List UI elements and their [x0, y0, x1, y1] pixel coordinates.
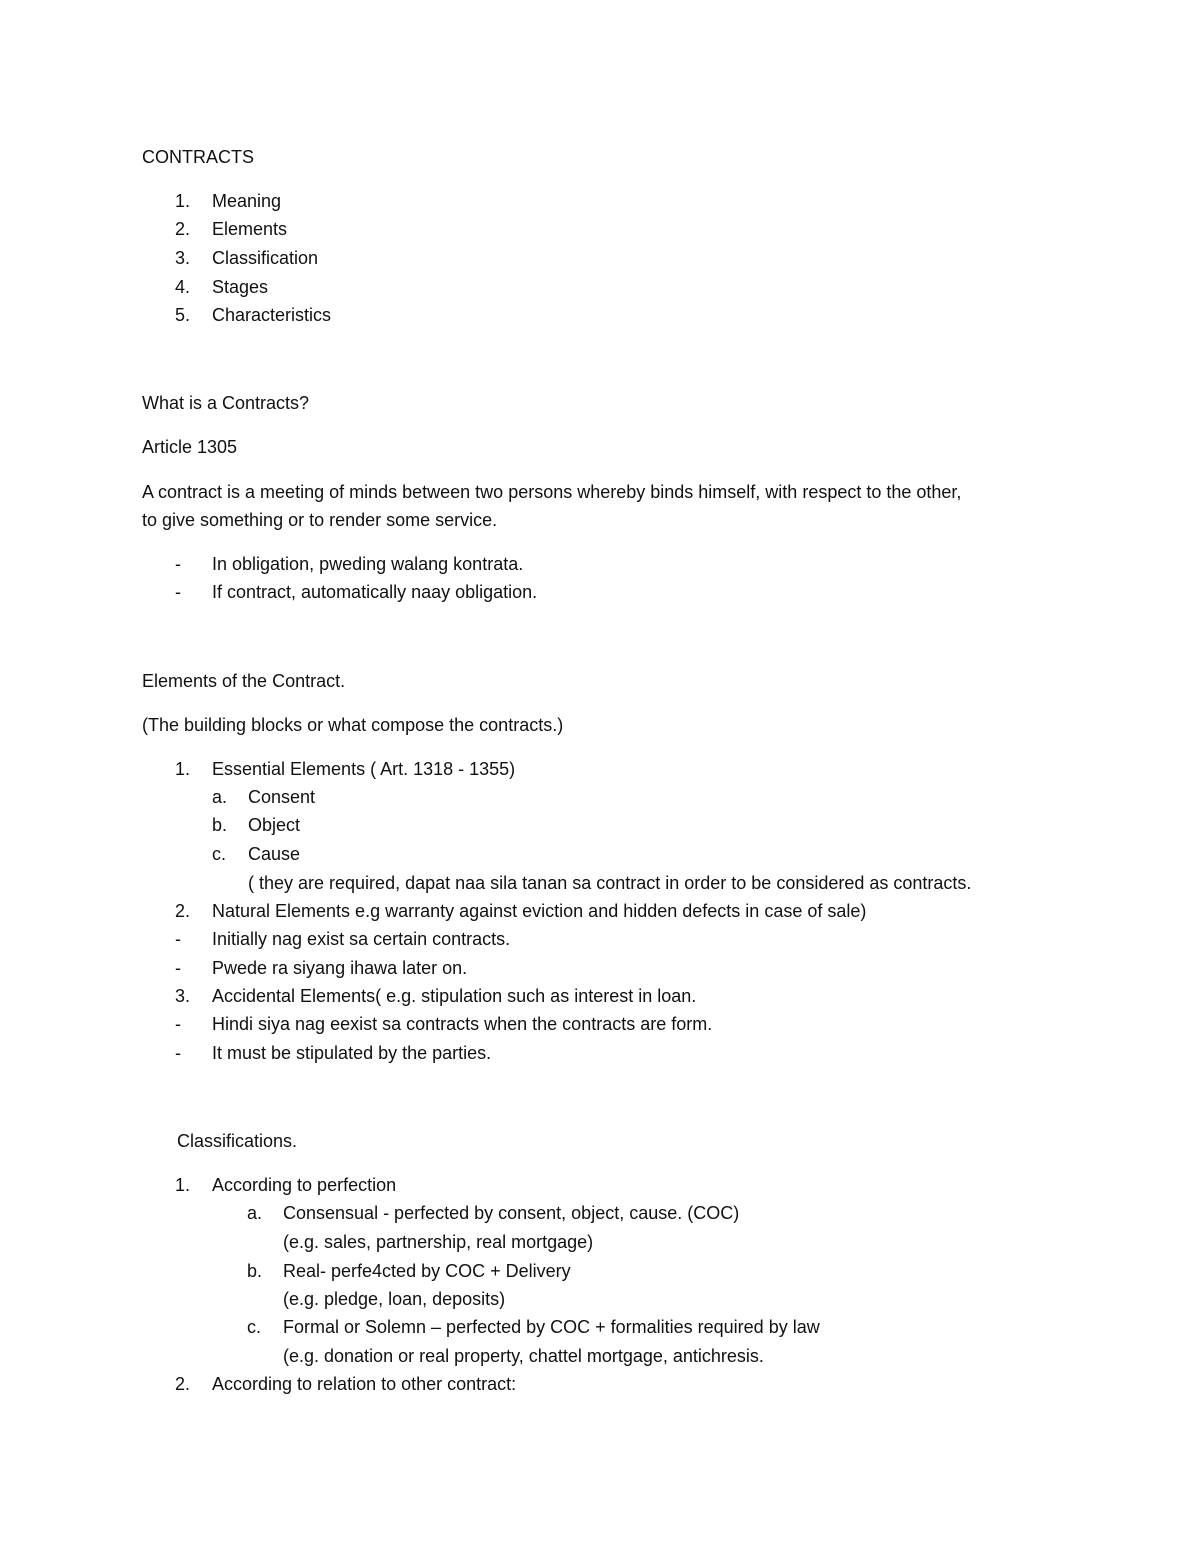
definition-line: A contract is a meeting of minds between two persons whereby binds himself, with respect to the other, — [142, 482, 962, 502]
list-marker: a. — [212, 787, 228, 807]
definition-line: to give something or to render some service. — [142, 510, 498, 530]
list-item-example: (e.g. sales, partnership, real mortgage) — [283, 1232, 594, 1252]
list-item: Initially nag exist sa certain contracts. — [212, 929, 511, 949]
list-marker: 2. — [175, 901, 191, 921]
list-item: Accidental Elements( e.g. stipulation such as interest in loan. — [212, 986, 697, 1006]
section-subheading: (The building blocks or what compose the contracts.) — [142, 715, 564, 735]
bullet-marker: - — [175, 582, 181, 602]
bullet-marker: - — [175, 554, 181, 574]
topic-item: Meaning — [212, 191, 282, 211]
document-title: CONTRACTS — [142, 147, 254, 167]
list-item: Object — [248, 815, 301, 835]
topic-item: Stages — [212, 277, 269, 297]
note-item: In obligation, pweding walang kontrata. — [212, 554, 524, 574]
list-marker: c. — [212, 844, 227, 864]
list-item: According to relation to other contract: — [212, 1374, 517, 1394]
list-marker: b. — [212, 815, 228, 835]
list-item: Essential Elements ( Art. 1318 - 1355) — [212, 759, 516, 779]
bullet-marker: - — [175, 929, 181, 949]
topic-number: 5. — [175, 305, 191, 325]
topic-number: 2. — [175, 219, 191, 239]
list-marker: 2. — [175, 1374, 191, 1394]
list-item: Natural Elements e.g warranty against eviction and hidden defects in case of sale) — [212, 901, 867, 921]
list-item: It must be stipulated by the parties. — [212, 1043, 492, 1063]
bullet-marker: - — [175, 958, 181, 978]
bullet-marker: - — [175, 1014, 181, 1034]
list-item: Consensual - perfected by consent, object, cause. (COC) — [283, 1203, 740, 1223]
list-item: According to perfection — [212, 1175, 397, 1195]
list-marker: b. — [247, 1261, 263, 1281]
list-item: Formal or Solemn – perfected by COC + formalities required by law — [283, 1317, 820, 1337]
article-reference: Article 1305 — [142, 437, 238, 457]
topic-item: Elements — [212, 219, 288, 239]
list-marker: c. — [247, 1317, 262, 1337]
list-marker: 1. — [175, 759, 191, 779]
topic-item: Classification — [212, 248, 319, 268]
topic-number: 1. — [175, 191, 191, 211]
topic-number: 3. — [175, 248, 191, 268]
list-item: Consent — [248, 787, 316, 807]
section-heading-classifications: Classifications. — [177, 1131, 298, 1151]
list-marker: 3. — [175, 986, 191, 1006]
list-item-example: (e.g. donation or real property, chattel mortgage, antichresis. — [283, 1346, 764, 1366]
list-marker: 1. — [175, 1175, 191, 1195]
list-item: Real- perfe4cted by COC + Delivery — [283, 1261, 571, 1281]
list-item-note: ( they are required, dapat naa sila tanan sa contract in order to be considered as contracts. — [248, 873, 972, 893]
section-heading-elements: Elements of the Contract. — [142, 671, 346, 691]
list-item: Hindi siya nag eexist sa contracts when the contracts are form. — [212, 1014, 713, 1034]
list-marker: a. — [247, 1203, 263, 1223]
topic-number: 4. — [175, 277, 191, 297]
list-item-example: (e.g. pledge, loan, deposits) — [283, 1289, 506, 1309]
topic-item: Characteristics — [212, 305, 332, 325]
section-heading-meaning: What is a Contracts? — [142, 393, 310, 413]
list-item: Cause — [248, 844, 301, 864]
bullet-marker: - — [175, 1043, 181, 1063]
note-item: If contract, automatically naay obligation. — [212, 582, 538, 602]
list-item: Pwede ra siyang ihawa later on. — [212, 958, 468, 978]
